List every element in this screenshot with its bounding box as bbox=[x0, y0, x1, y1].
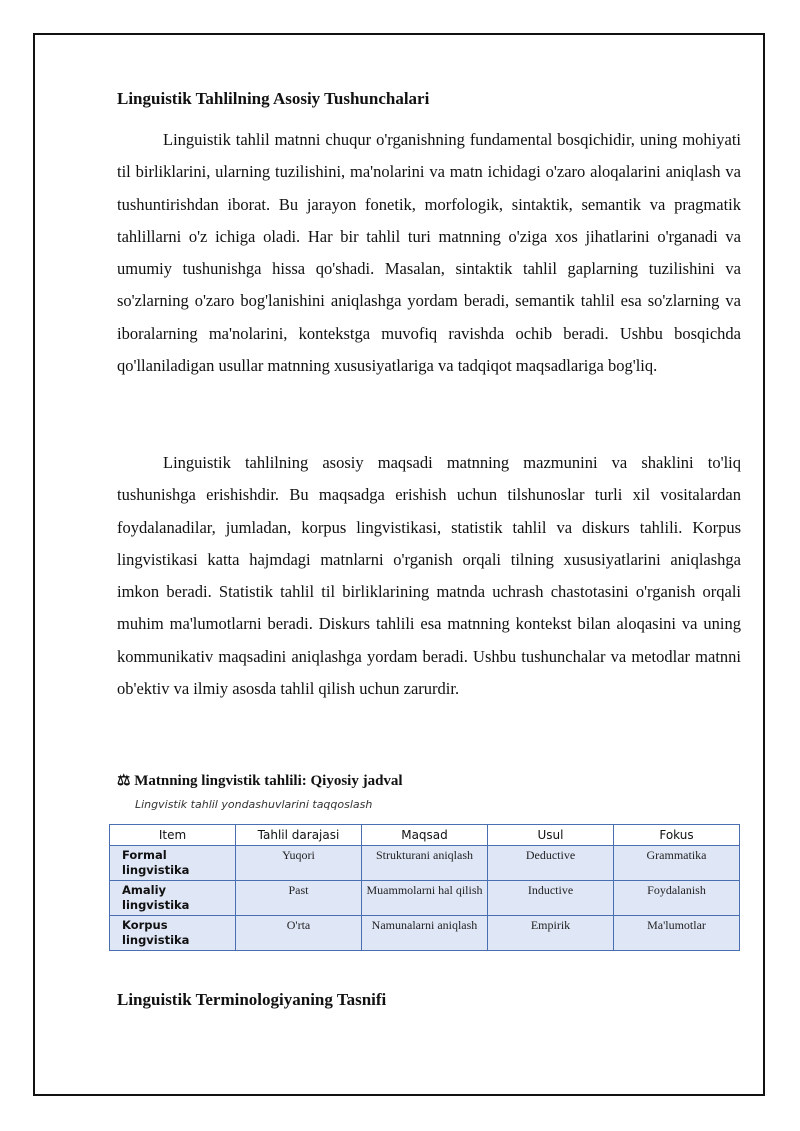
column-header: Usul bbox=[488, 825, 614, 846]
table-cell: Empirik bbox=[488, 916, 614, 951]
paragraph: Linguistik tahlilning asosiy maqsadi matnning mazmunini va shaklini to'liq tushunishga erishishdir. Bu maqsadga erishish uchun tilshunoslar turli xil vositalardan foydalanadilar, jumladan, korpus lingvistikasi, statistik tahlil va diskurs tahlili. Korpus lingvistikasi katta hajmdagi matnlarni o'rganish orqali tilning xususiyatlarini aniqlashga imkon beradi. Statistik tahlil til birliklarining matnda uchrash chastotasini o'rganish orqali muhim ma'lumotlarni beradi. Diskurs tahlili esa matnning kontekst bilan aloqasini va uning kommunikativ maqsadini aniqlashga yordam beradi. Ushbu tushunchalar va metodlar matnni ob'ektiv va ilmiy asosda tahlil qilish uchun zarurdir. bbox=[117, 453, 741, 699]
table-title: ⚖ Matnning lingvistik tahlili: Qiyosiy jadval bbox=[117, 773, 403, 789]
section-heading: Linguistik Terminologiyaning Tasnifi bbox=[117, 990, 387, 1009]
column-header: Fokus bbox=[614, 825, 740, 846]
section-heading: Linguistik Tahlilning Asosiy Tushunchalari bbox=[117, 89, 430, 108]
table-cell: Strukturani aniqlash bbox=[362, 846, 488, 881]
table-row bbox=[110, 916, 740, 951]
paragraph: Linguistik tahlil matnni chuqur o'rganishning fundamental bosqichidir, uning mohiyati til birliklarini, ularning tuzilishini, ma'nolarini va matn ichidagi o'zaro aloqalarini aniqlash va tushuntirishdan iborat. Bu jarayon fonetik, morfologik, sintaktik, semantik va pragmatik tahlillarni o'z ichiga oladi. Har bir tahlil turi matnning o'ziga xos jihatlarini o'rganadi va umumiy tushunishga hissa qo'shadi. Masalan, sintaktik tahlil gaplarning tuzilishini va so'zlarning o'zaro bog'lanishini aniqlashga yordam beradi, semantik tahlil esa so'zlarning va iboralarning ma'nolarini, kontekstga muvofiq ravishda ochib beradi. Ushbu bosqichda qo'llaniladigan usullar matnning xususiyatlariga va tadqiqot maqsadlariga bog'liq. bbox=[117, 130, 741, 376]
table-cell: Korpus lingvistika bbox=[110, 916, 236, 951]
table-cell: Grammatika bbox=[614, 846, 740, 881]
column-header: Maqsad bbox=[362, 825, 488, 846]
table-row bbox=[110, 846, 740, 881]
table-caption: Lingvistik tahlil yondashuvlarini taqqoslash bbox=[135, 798, 373, 811]
table-cell: Yuqori bbox=[236, 846, 362, 881]
column-header: Item bbox=[110, 825, 236, 846]
table-header-row bbox=[110, 825, 740, 846]
table-cell: Inductive bbox=[488, 881, 614, 916]
table-cell: Past bbox=[236, 881, 362, 916]
page bbox=[33, 33, 765, 1096]
comparison-table bbox=[109, 824, 740, 951]
table-cell: Formal lingvistika bbox=[110, 846, 236, 881]
column-header: Tahlil darajasi bbox=[236, 825, 362, 846]
table-cell: Amaliy lingvistika bbox=[110, 881, 236, 916]
table-cell: Ma'lumotlar bbox=[614, 916, 740, 951]
table-cell: Deductive bbox=[488, 846, 614, 881]
table-cell: O'rta bbox=[236, 916, 362, 951]
table-row bbox=[110, 881, 740, 916]
table-cell: Namunalarni aniqlash bbox=[362, 916, 488, 951]
table-cell: Foydalanish bbox=[614, 881, 740, 916]
table-cell: Muammolarni hal qilish bbox=[362, 881, 488, 916]
